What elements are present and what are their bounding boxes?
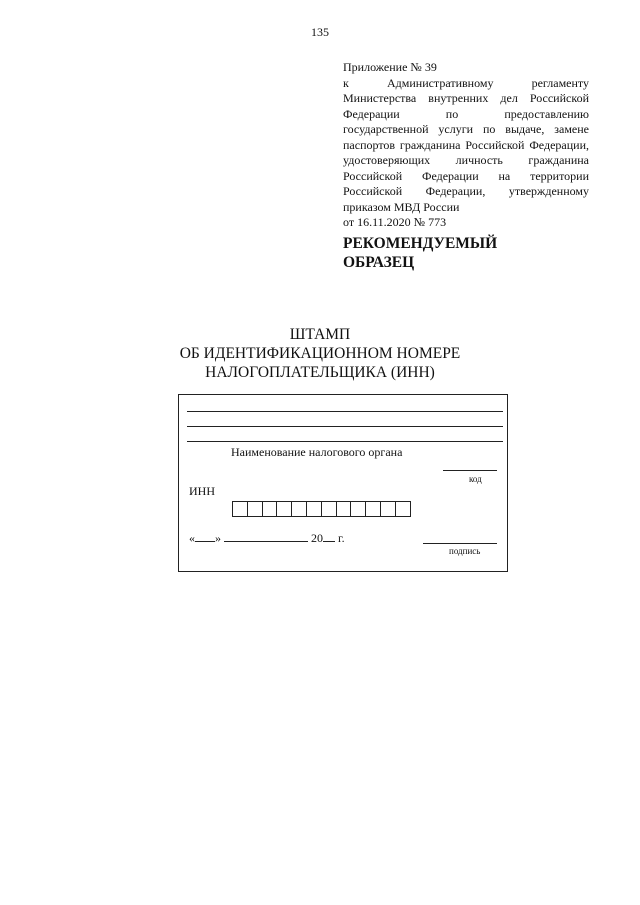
signature-line [423, 543, 497, 544]
inn-digit-box [396, 502, 410, 516]
inn-digit-box [307, 502, 322, 516]
code-label: код [469, 474, 482, 484]
inn-stamp [178, 394, 508, 572]
date-close-quote: » [215, 531, 221, 545]
inn-label: ИНН [189, 484, 215, 498]
date-open-quote: « [189, 531, 195, 545]
page-number: 135 [311, 25, 329, 39]
org-name-line-1 [187, 411, 503, 412]
inn-digit-box [381, 502, 396, 516]
inn-digit-box [337, 502, 352, 516]
heading-line-2: ОБ ИДЕНТИФИКАЦИОННОМ НОМЕРЕ [179, 345, 461, 362]
inn-digit-boxes [232, 501, 411, 517]
appendix-block [343, 60, 589, 231]
appendix-body: к Административному регламенту Министерства внутренних дел Российской Федерации по предоставлению государственной услуги по выдаче, замене паспортов гражданина Российской Федерации, удостоверяющих личность гражданина Российской Федерации на территории Российской Федерации, утвержденному приказом МВД России [343, 75, 589, 214]
recommended-sample-label [343, 234, 497, 272]
inn-digit-box [248, 502, 263, 516]
year-prefix: 20 [311, 531, 323, 545]
inn-digit-box [292, 502, 307, 516]
day-blank [195, 531, 215, 542]
date-row [189, 531, 345, 546]
appendix-date: от 16.11.2020 № 773 [343, 215, 447, 229]
sample-line-2: ОБРАЗЕЦ [343, 254, 415, 271]
inn-digit-box [366, 502, 381, 516]
sample-line-1: РЕКОМЕНДУЕМЫЙ [343, 235, 498, 252]
inn-digit-box [277, 502, 292, 516]
month-blank [224, 531, 308, 542]
inn-digit-box [322, 502, 337, 516]
inn-digit-box [233, 502, 248, 516]
org-name-line-2 [187, 426, 503, 427]
inn-digit-box [263, 502, 278, 516]
year-suffix: г. [338, 531, 345, 545]
inn-digit-box [351, 502, 366, 516]
signature-label: подпись [449, 546, 481, 556]
org-name-line-3 [187, 441, 503, 442]
document-heading [0, 325, 640, 382]
heading-line-3: НАЛОГОПЛАТЕЛЬЩИКА (ИНН) [205, 364, 435, 381]
heading-line-1: ШТАМП [289, 326, 351, 343]
code-line [443, 470, 497, 471]
year-blank [323, 531, 335, 542]
tax-authority-label: Наименование налогового органа [231, 445, 403, 459]
appendix-title: Приложение № 39 [343, 60, 437, 74]
